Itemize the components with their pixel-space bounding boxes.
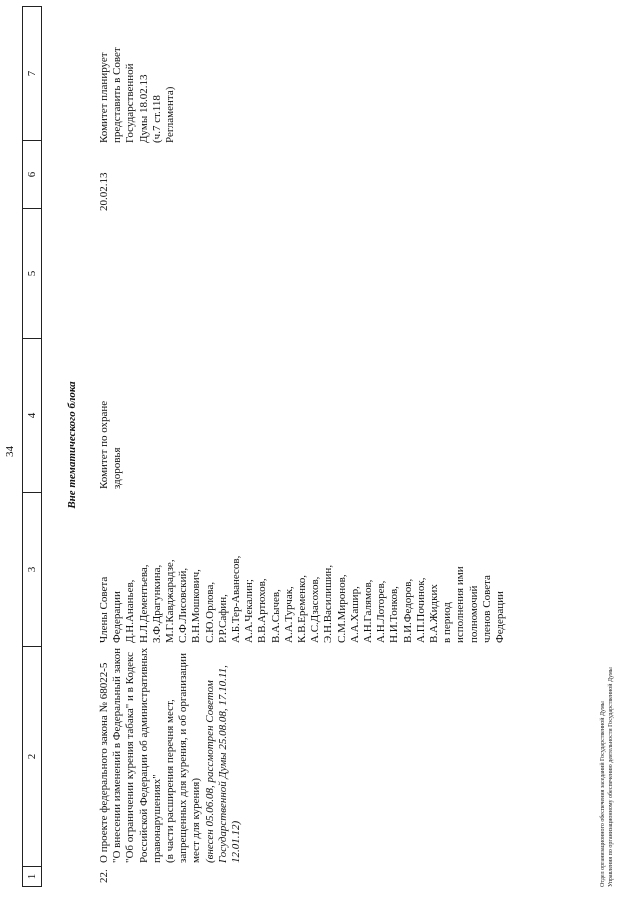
author-line: исполнения ими — [454, 566, 467, 643]
author-line: Члены Совета — [98, 576, 110, 643]
header-col-2: 2 — [23, 647, 42, 867]
author-line: С.Ф.Лисовский, — [177, 567, 190, 643]
author-line: А.П.Починок, — [414, 577, 427, 643]
author-line: А.Б.Тер-Аванесов, — [230, 555, 243, 643]
description-line: Российской Федерации об административных — [137, 647, 150, 863]
description-note-line: Государственной Думы 25.08.08, 17.10.11, — [216, 665, 229, 863]
author-line: В.Н.Мошкович, — [190, 569, 203, 643]
row-number: 22. — [98, 869, 110, 883]
author-line: М.Г.Кавджарадзе, — [164, 559, 177, 643]
header-row — [23, 7, 42, 887]
author-line: В.А.Жидких — [428, 584, 441, 643]
header-col-6: 6 — [23, 141, 42, 209]
author-line: С.М.Миронов, — [335, 574, 348, 643]
author-line: Н.И.Тонков, — [388, 586, 401, 643]
note-line: Комитет планирует — [98, 52, 110, 143]
committee-line: здоровья — [111, 447, 124, 489]
author-line: Р.Р.Сафин, — [216, 594, 229, 643]
header-col-5: 5 — [23, 209, 42, 339]
description-note-line: 12.01.12) — [230, 820, 243, 863]
description-line: "О внесении изменений в Федеральный закон — [111, 648, 124, 863]
author-line: В.В.Артюхов, — [256, 578, 269, 643]
header-col-7: 7 — [23, 7, 42, 141]
description-line: (в части расширения перечня мест, — [164, 699, 177, 863]
author-line: Э.Н.Василишин, — [322, 564, 335, 643]
description-line: правонарушениях" — [150, 774, 163, 863]
author-line: А.А.Чекалин; — [243, 579, 256, 643]
description-line: мест для курения) — [190, 777, 203, 863]
author-line: В.И.Федоров, — [401, 578, 414, 643]
header-col-4: 4 — [23, 339, 42, 493]
author-line: А.Н.Галямов, — [362, 579, 375, 643]
note-line: (ч.7 ст.118 — [150, 95, 163, 143]
author-line: К.В.Еременко, — [296, 574, 309, 643]
page-footer — [599, 667, 615, 887]
header-col-3: 3 — [23, 493, 42, 647]
author-line: С.Ю.Орлова, — [203, 581, 216, 643]
page-number: 34 — [4, 446, 16, 457]
author-line: А.А.Хашир, — [348, 586, 361, 643]
author-line: Федерации — [111, 591, 124, 643]
note-line: представить в Совет — [111, 47, 124, 143]
column-number-header — [22, 6, 42, 887]
author-line: Федерации — [494, 591, 507, 643]
author-line: З.Ф.Драгункина, — [150, 564, 163, 643]
description-line: О проекте федерального закона № 68022-5 — [98, 662, 110, 863]
note-line: Думы 18.02.13 — [137, 74, 150, 143]
author-line: В.А.Сычев, — [269, 589, 282, 643]
review-date: 20.02.13 — [98, 172, 110, 211]
author-line: членов Совета — [480, 575, 493, 643]
responsible-committee — [98, 369, 124, 489]
author-line: в период — [441, 602, 454, 643]
author-line: А.А.Турчак, — [282, 586, 295, 643]
author-line: Н.Л.Дементьева, — [137, 564, 150, 643]
footer-line: Управления по организационному обеспечению деятельности Государственной Думы — [608, 667, 614, 887]
header-col-1: 1 — [23, 867, 42, 887]
author-line: А.С.Дзасохов, — [309, 576, 322, 643]
description-line: запрещенных для курения, и об организации — [177, 653, 190, 863]
description-note-line: (внесен 05.06.08, рассмотрен Советом — [203, 680, 216, 863]
committee-line: Комитет по охране — [98, 400, 110, 489]
bill-description — [98, 647, 243, 863]
description-line: "Об ограничении курения табака" и в Кодекс — [124, 651, 137, 863]
author-line: А.Н.Лоторев, — [375, 580, 388, 643]
authors-list — [98, 531, 507, 643]
status-note — [98, 33, 177, 143]
author-line: Д.Н.Ананьев, — [124, 579, 137, 643]
note-line: Регламента) — [164, 86, 177, 143]
section-title: Вне тематического блока — [66, 381, 78, 509]
footer-line: Отдел организационного обеспечения заседаний Государственной Думы — [600, 701, 606, 887]
author-line: полномочий — [467, 585, 480, 643]
note-line: Государственной — [124, 63, 137, 143]
